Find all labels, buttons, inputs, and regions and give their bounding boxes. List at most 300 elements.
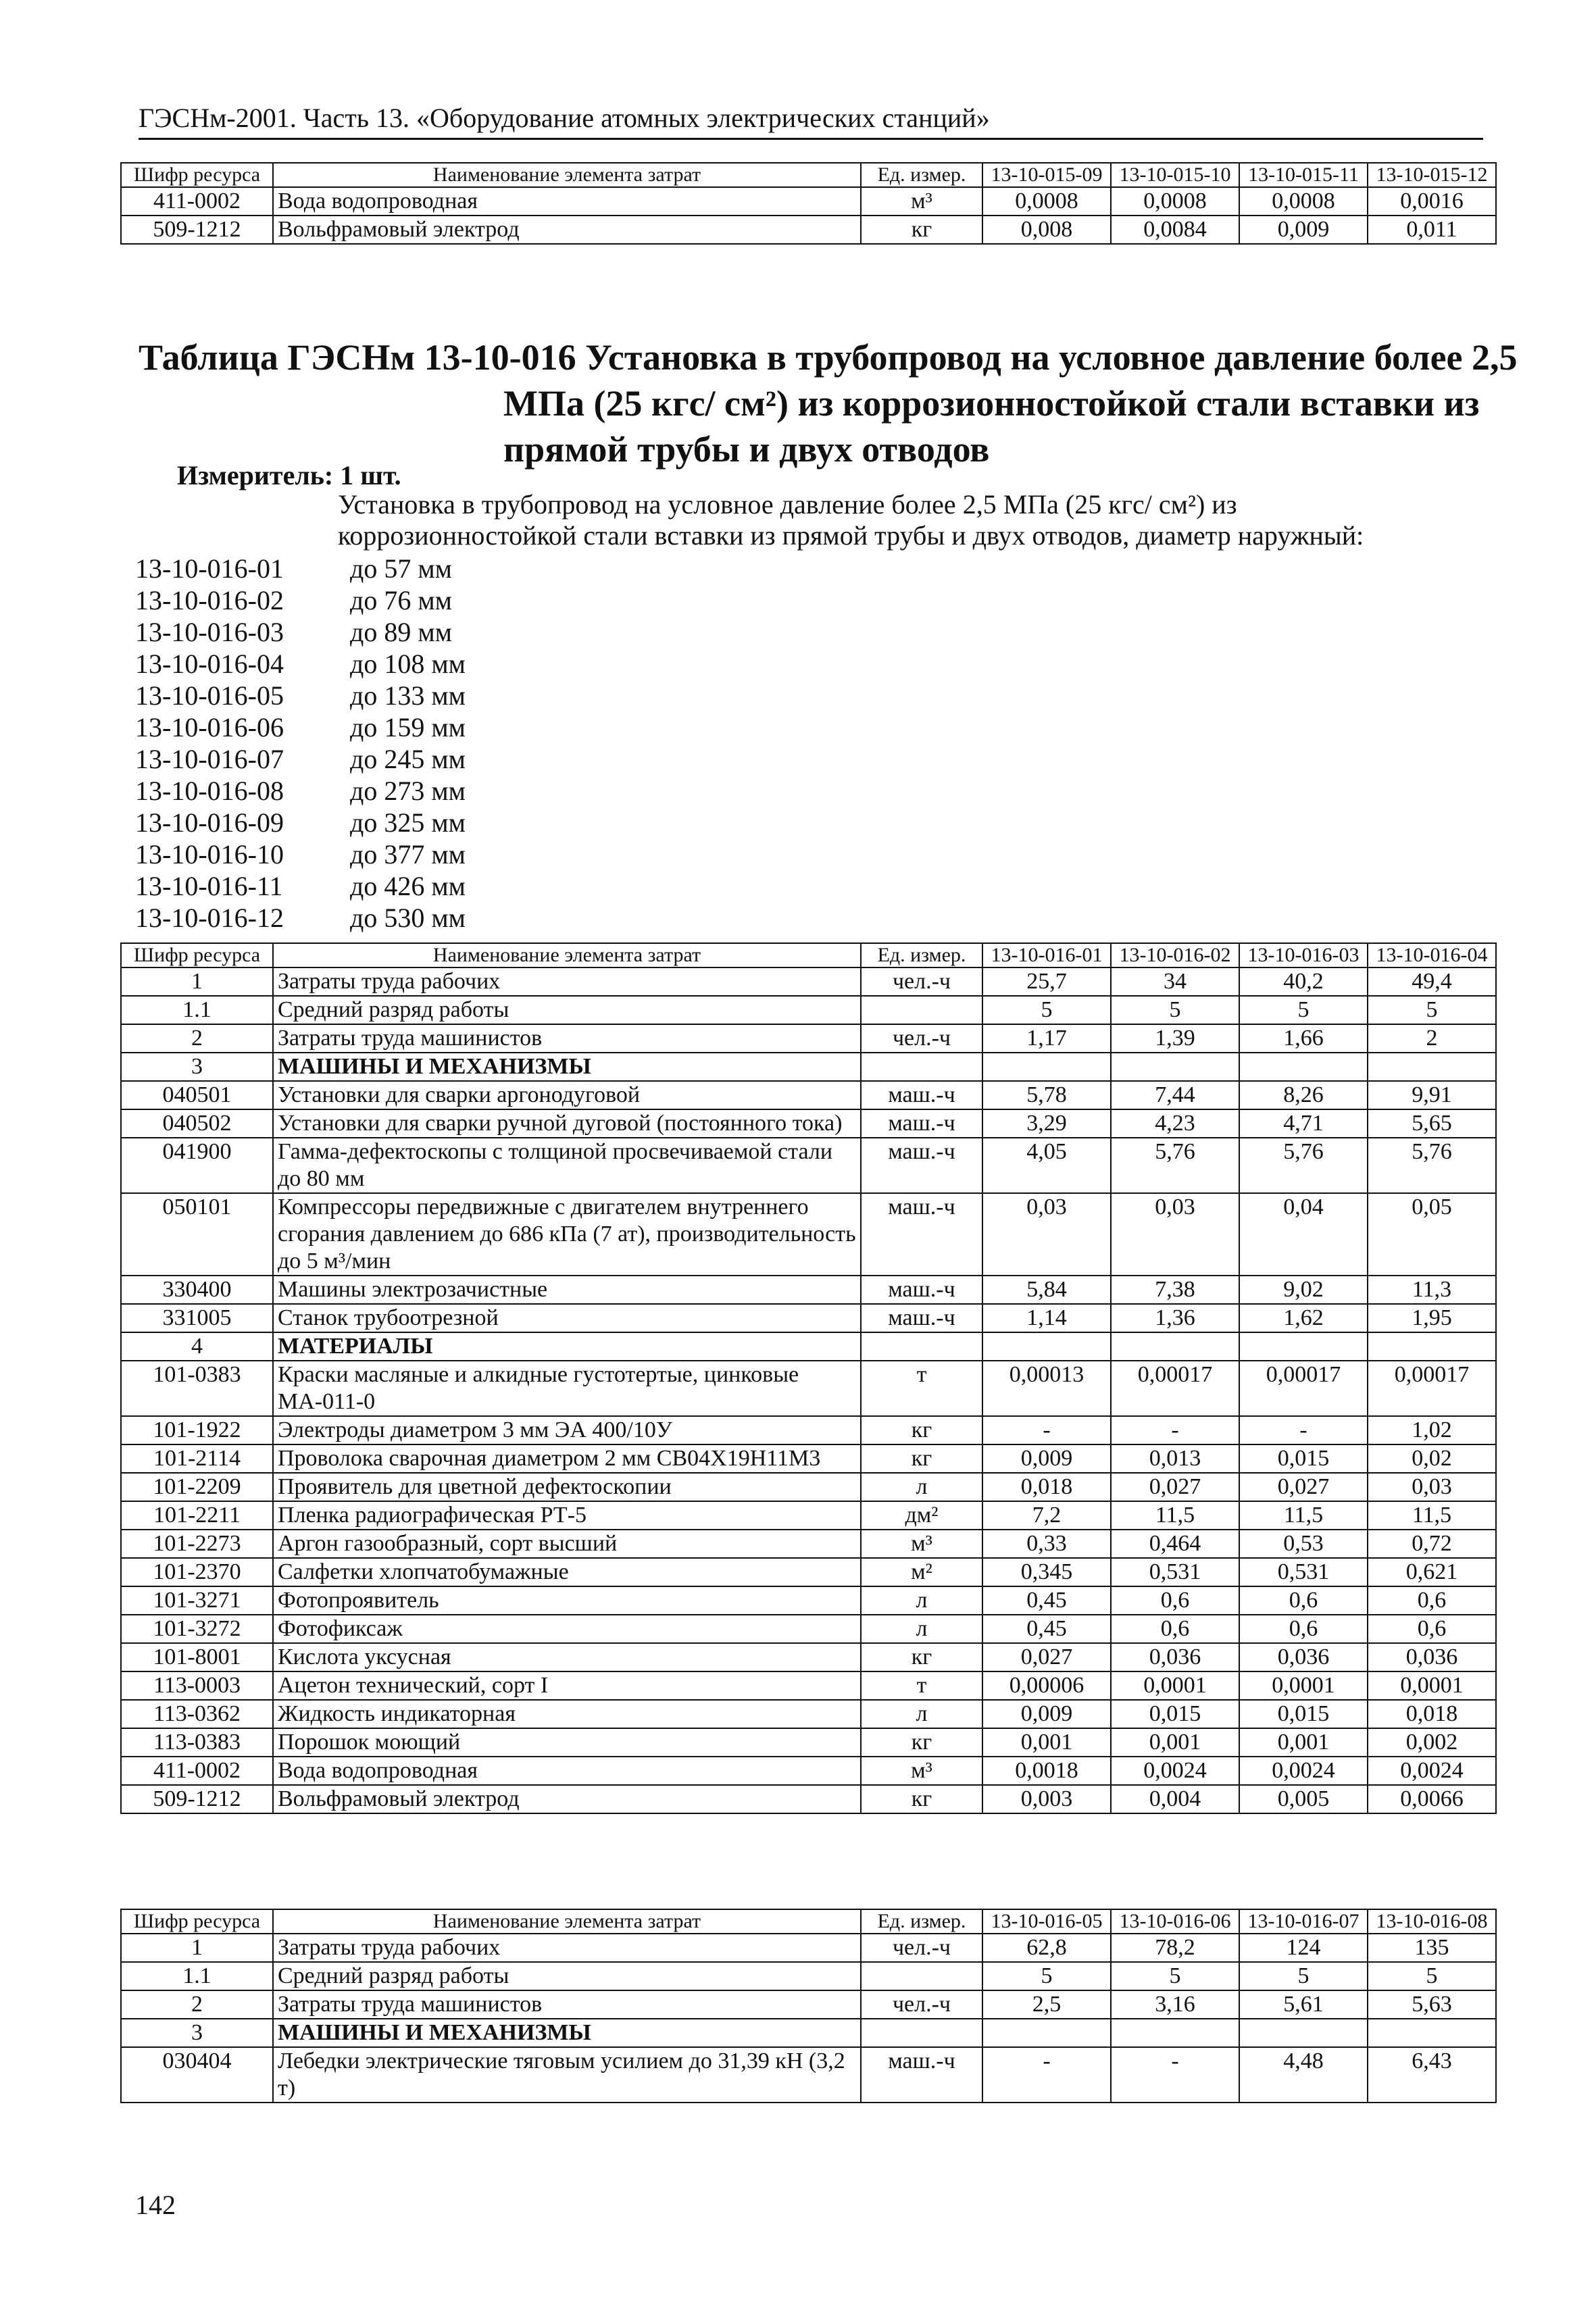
code-number: 13-10-016-10 xyxy=(135,839,284,870)
row-value: 0,6 xyxy=(1368,1615,1496,1643)
row-unit xyxy=(861,1962,982,1990)
row-value: 0,027 xyxy=(1239,1473,1368,1501)
row-unit: м³ xyxy=(861,1530,982,1558)
code-item xyxy=(135,648,466,680)
row-name: Вода водопроводная xyxy=(273,187,861,216)
row-name: Затраты труда рабочих xyxy=(273,967,861,996)
row-name: Фотопроявитель xyxy=(273,1586,861,1615)
row-value: 0,001 xyxy=(1111,1728,1239,1757)
row-value: 5,76 xyxy=(1111,1138,1239,1193)
row-name: МАШИНЫ И МЕХАНИЗМЫ xyxy=(273,2019,861,2047)
header-name: Наименование элемента затрат xyxy=(273,1909,861,1934)
row-value: 0,03 xyxy=(982,1193,1111,1276)
row-name: Вольфрамовый электрод xyxy=(273,216,861,244)
row-value: 0,03 xyxy=(1368,1473,1496,1501)
header-name: Наименование элемента затрат xyxy=(273,943,861,967)
row-name: Проволока сварочная диаметром 2 мм СВ04Х19Н11М3 xyxy=(273,1444,861,1473)
row-unit: чел.-ч xyxy=(861,1024,982,1053)
row-name: Вода водопроводная xyxy=(273,1757,861,1785)
row-unit: чел.-ч xyxy=(861,1990,982,2019)
row-value: 0,02 xyxy=(1368,1444,1496,1473)
running-header: ГЭСНм-2001. Часть 13. «Оборудование атомных электрических станций» xyxy=(139,101,1483,140)
code-number: 13-10-016-04 xyxy=(135,649,284,679)
row-value: 5,65 xyxy=(1368,1109,1496,1138)
row-name: Пленка радиографическая РТ-5 xyxy=(273,1501,861,1530)
code-diameter: до 108 мм xyxy=(350,649,466,679)
header-row xyxy=(121,943,1496,967)
row-value: 0,009 xyxy=(1239,216,1368,244)
row-unit: дм² xyxy=(861,1501,982,1530)
row-value: 0,036 xyxy=(1111,1643,1239,1671)
code-list xyxy=(135,553,466,934)
row-unit: маш.-ч xyxy=(861,1193,982,1276)
row-unit: л xyxy=(861,1615,982,1643)
row-value: 78,2 xyxy=(1111,1934,1239,1962)
row-name: Средний разряд работы xyxy=(273,996,861,1024)
row-unit: маш.-ч xyxy=(861,2047,982,2103)
table-row xyxy=(121,2019,1496,2047)
table-row xyxy=(121,1109,1496,1138)
row-value: 4,71 xyxy=(1239,1109,1368,1138)
row-value: 0,0066 xyxy=(1368,1785,1496,1813)
row-value: 4,05 xyxy=(982,1138,1111,1193)
row-value: 124 xyxy=(1239,1934,1368,1962)
header-row xyxy=(121,163,1496,187)
table-row xyxy=(121,1138,1496,1193)
row-value xyxy=(1368,2019,1496,2047)
row-code: 101-1922 xyxy=(121,1416,273,1444)
table-row xyxy=(121,996,1496,1024)
row-value: 5,63 xyxy=(1368,1990,1496,2019)
row-name: Аргон газообразный, сорт высший xyxy=(273,1530,861,1558)
row-name: Ацетон технический, сорт I xyxy=(273,1671,861,1700)
row-value: 5 xyxy=(982,1962,1111,1990)
row-value: 0,0008 xyxy=(1239,187,1368,216)
header-col: 13-10-015-11 xyxy=(1239,163,1368,187)
row-code: 101-0383 xyxy=(121,1361,273,1416)
table-row xyxy=(121,2047,1496,2103)
code-diameter: до 325 мм xyxy=(350,807,466,838)
code-item xyxy=(135,838,466,870)
row-value: 6,43 xyxy=(1368,2047,1496,2103)
table-title xyxy=(139,334,1518,472)
row-value: 0,0024 xyxy=(1111,1757,1239,1785)
row-code: 041900 xyxy=(121,1138,273,1193)
code-number: 13-10-016-06 xyxy=(135,712,284,743)
header-col: 13-10-016-08 xyxy=(1368,1909,1496,1934)
row-value: 1,36 xyxy=(1111,1304,1239,1332)
table-row xyxy=(121,1934,1496,1962)
row-value: 34 xyxy=(1111,967,1239,996)
row-value: 0,0008 xyxy=(982,187,1111,216)
row-value: 0,036 xyxy=(1368,1643,1496,1671)
code-number: 13-10-016-11 xyxy=(135,871,283,901)
row-unit: кг xyxy=(861,216,982,244)
row-unit: чел.-ч xyxy=(861,1934,982,1962)
row-value: 0,0001 xyxy=(1239,1671,1368,1700)
row-value: 1,39 xyxy=(1111,1024,1239,1053)
row-unit: кг xyxy=(861,1728,982,1757)
row-code: 101-2209 xyxy=(121,1473,273,1501)
code-item xyxy=(135,584,466,616)
row-name: Затраты труда рабочих xyxy=(273,1934,861,1962)
row-code: 101-2114 xyxy=(121,1444,273,1473)
table-row xyxy=(121,1416,1496,1444)
table-row xyxy=(121,1193,1496,1276)
row-value: 0,6 xyxy=(1239,1615,1368,1643)
row-unit xyxy=(861,996,982,1024)
table-row xyxy=(121,1530,1496,1558)
row-name: Вольфрамовый электрод xyxy=(273,1785,861,1813)
row-value: 0,45 xyxy=(982,1586,1111,1615)
code-item xyxy=(135,743,466,775)
row-value: 0,05 xyxy=(1368,1193,1496,1276)
row-name: Электроды диаметром 3 мм ЭА 400/10У xyxy=(273,1416,861,1444)
header-col: 13-10-015-10 xyxy=(1111,163,1239,187)
title-line-1: Таблица ГЭСНм 13-10-016 Установка в трубопровод на условное давление более 2,5 xyxy=(139,337,1518,378)
table-row xyxy=(121,1361,1496,1416)
row-name: Гамма-дефектоскопы с толщиной просвечиваемой стали до 80 мм xyxy=(273,1138,861,1193)
row-value: 5,84 xyxy=(982,1276,1111,1304)
header-code: Шифр ресурса xyxy=(121,943,273,967)
row-code: 330400 xyxy=(121,1276,273,1304)
table-row xyxy=(121,1586,1496,1615)
row-code: 113-0362 xyxy=(121,1700,273,1728)
row-code: 040502 xyxy=(121,1109,273,1138)
header-unit: Ед. измер. xyxy=(861,943,982,967)
row-unit: кг xyxy=(861,1785,982,1813)
table-row xyxy=(121,1990,1496,2019)
code-item xyxy=(135,902,466,934)
row-unit: маш.-ч xyxy=(861,1276,982,1304)
row-value: - xyxy=(982,2047,1111,2103)
row-unit: маш.-ч xyxy=(861,1304,982,1332)
header-col: 13-10-016-04 xyxy=(1368,943,1496,967)
row-value: 0,00017 xyxy=(1239,1361,1368,1416)
row-name: МАТЕРИАЛЫ xyxy=(273,1332,861,1361)
code-diameter: до 159 мм xyxy=(350,712,466,743)
row-value: 0,0016 xyxy=(1368,187,1496,216)
row-value: 40,2 xyxy=(1239,967,1368,996)
row-value xyxy=(1111,1332,1239,1361)
row-name: Затраты труда машинистов xyxy=(273,1024,861,1053)
row-value: 0,015 xyxy=(1111,1700,1239,1728)
row-unit: маш.-ч xyxy=(861,1081,982,1109)
row-unit: маш.-ч xyxy=(861,1138,982,1193)
header-name: Наименование элемента затрат xyxy=(273,163,861,187)
table-row xyxy=(121,1671,1496,1700)
row-value: 0,0024 xyxy=(1239,1757,1368,1785)
row-code: 509-1212 xyxy=(121,1785,273,1813)
row-code: 050101 xyxy=(121,1193,273,1276)
table-main xyxy=(120,942,1497,1814)
row-value: 0,0008 xyxy=(1111,187,1239,216)
row-name: Станок трубоотрезной xyxy=(273,1304,861,1332)
row-code: 101-3272 xyxy=(121,1615,273,1643)
row-value: 5 xyxy=(1111,1962,1239,1990)
row-value: 0,002 xyxy=(1368,1728,1496,1757)
row-name: Салфетки хлопчатобумажные xyxy=(273,1558,861,1586)
row-value: 0,72 xyxy=(1368,1530,1496,1558)
table-row xyxy=(121,1615,1496,1643)
code-diameter: до 89 мм xyxy=(350,617,452,647)
row-value: 0,011 xyxy=(1368,216,1496,244)
row-code: 1 xyxy=(121,967,273,996)
row-name: Проявитель для цветной дефектоскопии xyxy=(273,1473,861,1501)
row-unit: маш.-ч xyxy=(861,1109,982,1138)
code-item xyxy=(135,711,466,743)
row-value: 1,17 xyxy=(982,1024,1111,1053)
row-unit: м³ xyxy=(861,1757,982,1785)
row-value: 5 xyxy=(1239,1962,1368,1990)
code-number: 13-10-016-01 xyxy=(135,553,284,584)
row-unit: л xyxy=(861,1700,982,1728)
row-code: 3 xyxy=(121,1053,273,1081)
row-code: 4 xyxy=(121,1332,273,1361)
table-row xyxy=(121,1444,1496,1473)
row-value: 0,018 xyxy=(982,1473,1111,1501)
code-number: 13-10-016-02 xyxy=(135,585,284,615)
row-value: 8,26 xyxy=(1239,1081,1368,1109)
row-value: 0,03 xyxy=(1111,1193,1239,1276)
header-col: 13-10-016-02 xyxy=(1111,943,1239,967)
table-row xyxy=(121,1643,1496,1671)
row-value: 0,6 xyxy=(1239,1586,1368,1615)
row-value: 5,76 xyxy=(1239,1138,1368,1193)
code-item xyxy=(135,807,466,838)
code-item xyxy=(135,870,466,902)
row-value: 0,0001 xyxy=(1368,1671,1496,1700)
title-line-3: прямой трубы и двух отводов xyxy=(503,429,990,470)
row-value: 0,6 xyxy=(1111,1615,1239,1643)
row-value: 1,95 xyxy=(1368,1304,1496,1332)
table-row xyxy=(121,1276,1496,1304)
header-row xyxy=(121,1909,1496,1934)
row-code: 2 xyxy=(121,1990,273,2019)
row-name: Порошок моющий xyxy=(273,1728,861,1757)
row-code: 1.1 xyxy=(121,996,273,1024)
header-code: Шифр ресурса xyxy=(121,1909,273,1934)
code-diameter: до 76 мм xyxy=(350,585,452,615)
row-code: 030404 xyxy=(121,2047,273,2103)
row-value: 0,0001 xyxy=(1111,1671,1239,1700)
row-value: 0,6 xyxy=(1368,1586,1496,1615)
code-diameter: до 245 мм xyxy=(350,744,466,774)
header-col: 13-10-016-03 xyxy=(1239,943,1368,967)
row-value: 0,0018 xyxy=(982,1757,1111,1785)
row-value: 1,14 xyxy=(982,1304,1111,1332)
code-diameter: до 426 мм xyxy=(350,871,466,901)
table-row xyxy=(121,1785,1496,1813)
row-value: 0,015 xyxy=(1239,1700,1368,1728)
row-value: 2 xyxy=(1368,1024,1496,1053)
title-line-2: МПа (25 кгс/ см²) из коррозионностойкой стали вставки из xyxy=(503,383,1480,424)
row-value xyxy=(982,1053,1111,1081)
row-value: 0,00006 xyxy=(982,1671,1111,1700)
code-number: 13-10-016-08 xyxy=(135,776,284,806)
row-unit: кг xyxy=(861,1444,982,1473)
table-row xyxy=(121,1728,1496,1757)
row-value: 0,0024 xyxy=(1368,1757,1496,1785)
row-name: Кислота уксусная xyxy=(273,1643,861,1671)
row-code: 411-0002 xyxy=(121,1757,273,1785)
row-code: 101-2370 xyxy=(121,1558,273,1586)
row-value: 62,8 xyxy=(982,1934,1111,1962)
table-row xyxy=(121,1024,1496,1053)
row-value: 5 xyxy=(1239,996,1368,1024)
code-item xyxy=(135,680,466,711)
row-value: 0,464 xyxy=(1111,1530,1239,1558)
row-value: - xyxy=(982,1416,1111,1444)
row-value: 0,004 xyxy=(1111,1785,1239,1813)
code-number: 13-10-016-07 xyxy=(135,744,284,774)
row-value: 11,5 xyxy=(1239,1501,1368,1530)
code-item xyxy=(135,775,466,807)
row-code: 040501 xyxy=(121,1081,273,1109)
row-value: 0,00017 xyxy=(1111,1361,1239,1416)
code-number: 13-10-016-05 xyxy=(135,680,284,711)
row-value: 5,76 xyxy=(1368,1138,1496,1193)
header-col: 13-10-016-01 xyxy=(982,943,1111,967)
row-unit xyxy=(861,1332,982,1361)
row-code: 1.1 xyxy=(121,1962,273,1990)
row-value: 11,5 xyxy=(1111,1501,1239,1530)
code-number: 13-10-016-12 xyxy=(135,903,284,933)
row-value: 0,001 xyxy=(982,1728,1111,1757)
table-row xyxy=(121,1473,1496,1501)
table-row xyxy=(121,967,1496,996)
row-value: 4,48 xyxy=(1239,2047,1368,2103)
table-row xyxy=(121,1053,1496,1081)
row-value: 1,66 xyxy=(1239,1024,1368,1053)
row-value: 7,38 xyxy=(1111,1276,1239,1304)
table-top xyxy=(120,162,1497,245)
row-name: Компрессоры передвижные с двигателем внутреннего сгорания давлением до 686 кПа (7 ат), производительность до 5 м³/мин xyxy=(273,1193,861,1276)
row-value: 5 xyxy=(982,996,1111,1024)
row-value xyxy=(1239,2019,1368,2047)
row-value: 4,23 xyxy=(1111,1109,1239,1138)
table-row xyxy=(121,1332,1496,1361)
row-value: 5 xyxy=(1111,996,1239,1024)
row-code: 101-3271 xyxy=(121,1586,273,1615)
description: Установка в трубопровод на условное давление более 2,5 МПа (25 кгс/ см²) из коррозионностойкой стали вставки из прямой трубы и двух отводов, диаметр наружный: xyxy=(338,489,1364,551)
row-code: 113-0003 xyxy=(121,1671,273,1700)
row-value: 0,005 xyxy=(1239,1785,1368,1813)
measure-unit: Измеритель: 1 шт. xyxy=(177,460,401,491)
row-value: 9,02 xyxy=(1239,1276,1368,1304)
row-code: 101-2273 xyxy=(121,1530,273,1558)
row-value xyxy=(1368,1053,1496,1081)
row-value: 7,44 xyxy=(1111,1081,1239,1109)
row-value: 0,531 xyxy=(1111,1558,1239,1586)
row-code: 509-1212 xyxy=(121,216,273,244)
row-unit: л xyxy=(861,1586,982,1615)
table-bottom xyxy=(120,1909,1497,2103)
row-value: 3,16 xyxy=(1111,1990,1239,2019)
row-value: 5 xyxy=(1368,996,1496,1024)
row-value: 5,78 xyxy=(982,1081,1111,1109)
code-item xyxy=(135,553,466,584)
row-value: 0,00013 xyxy=(982,1361,1111,1416)
table-row xyxy=(121,1304,1496,1332)
row-value: 11,5 xyxy=(1368,1501,1496,1530)
row-value: 2,5 xyxy=(982,1990,1111,2019)
row-value: 0,015 xyxy=(1239,1444,1368,1473)
row-value: - xyxy=(1111,1416,1239,1444)
header-col: 13-10-016-07 xyxy=(1239,1909,1368,1934)
row-value: 135 xyxy=(1368,1934,1496,1962)
row-unit: т xyxy=(861,1361,982,1416)
row-value: 0,621 xyxy=(1368,1558,1496,1586)
row-name: Машины электрозачистные xyxy=(273,1276,861,1304)
code-diameter: до 530 мм xyxy=(350,903,466,933)
code-diameter: до 57 мм xyxy=(350,553,452,584)
row-value: 0,00017 xyxy=(1368,1361,1496,1416)
table-row xyxy=(121,1558,1496,1586)
row-value: 0,003 xyxy=(982,1785,1111,1813)
row-value xyxy=(1111,1053,1239,1081)
row-value: 5,61 xyxy=(1239,1990,1368,2019)
row-value xyxy=(982,1332,1111,1361)
row-unit xyxy=(861,1053,982,1081)
row-unit: м² xyxy=(861,1558,982,1586)
row-code: 113-0383 xyxy=(121,1728,273,1757)
row-name: Установки для сварки ручной дуговой (постоянного тока) xyxy=(273,1109,861,1138)
row-unit: кг xyxy=(861,1416,982,1444)
row-value: - xyxy=(1111,2047,1239,2103)
page-number: 142 xyxy=(135,2190,176,2220)
row-code: 101-8001 xyxy=(121,1643,273,1671)
table-row xyxy=(121,1757,1496,1785)
row-value: 0,53 xyxy=(1239,1530,1368,1558)
row-name: Средний разряд работы xyxy=(273,1962,861,1990)
row-name: Лебедки электрические тяговым усилием до 31,39 кН (3,2 т) xyxy=(273,2047,861,2103)
row-name: МАШИНЫ И МЕХАНИЗМЫ xyxy=(273,1053,861,1081)
row-name: Жидкость индикаторная xyxy=(273,1700,861,1728)
row-value: 0,018 xyxy=(1368,1700,1496,1728)
table-row xyxy=(121,216,1496,244)
code-diameter: до 133 мм xyxy=(350,680,466,711)
header-code: Шифр ресурса xyxy=(121,163,273,187)
row-value: 0,531 xyxy=(1239,1558,1368,1586)
row-code: 101-2211 xyxy=(121,1501,273,1530)
row-name: Краски масляные и алкидные густотертые, цинковые МА-011-0 xyxy=(273,1361,861,1416)
row-code: 1 xyxy=(121,1934,273,1962)
row-value: 0,008 xyxy=(982,216,1111,244)
row-value: 9,91 xyxy=(1368,1081,1496,1109)
row-value: 0,013 xyxy=(1111,1444,1239,1473)
row-value: 5 xyxy=(1368,1962,1496,1990)
row-value: 0,45 xyxy=(982,1615,1111,1643)
table-row xyxy=(121,1081,1496,1109)
row-value xyxy=(982,2019,1111,2047)
row-value xyxy=(1368,1332,1496,1361)
header-col: 13-10-016-05 xyxy=(982,1909,1111,1934)
code-item xyxy=(135,616,466,648)
row-value: 0,027 xyxy=(982,1643,1111,1671)
row-value: 0,0084 xyxy=(1111,216,1239,244)
header-unit: Ед. измер. xyxy=(861,163,982,187)
row-value: 0,33 xyxy=(982,1530,1111,1558)
row-value xyxy=(1111,2019,1239,2047)
row-code: 411-0002 xyxy=(121,187,273,216)
row-name: Затраты труда машинистов xyxy=(273,1990,861,2019)
table-row xyxy=(121,187,1496,216)
row-unit: т xyxy=(861,1671,982,1700)
row-value xyxy=(1239,1053,1368,1081)
row-value: 0,036 xyxy=(1239,1643,1368,1671)
row-value: 11,3 xyxy=(1368,1276,1496,1304)
